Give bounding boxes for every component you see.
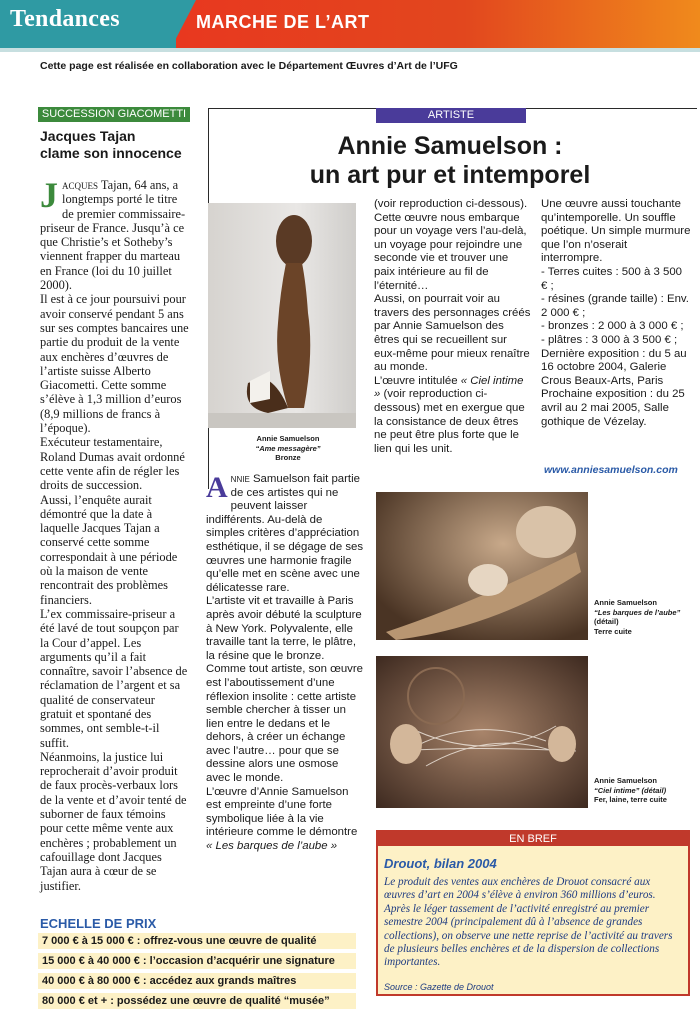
price-line: - bronzes : 2 000 à 3 000 € ; [541,320,684,333]
exhibition-next: Prochaine exposition : du 25 avril au 2 mai 2005, Salle gothique de Vézelay. [541,388,685,428]
caption-photo3: Annie Samuelson “Ciel intime” (détail) Fer, laine, terre cuite [594,776,667,804]
collaboration-note: Cette page est réalisée en collaboration avec le Département Œuvres d’Art de l’UFG [40,60,458,72]
price-row: 80 000 € et + : possédez une œuvre de qualité “musée” [38,993,356,1009]
left-article-tag: SUCCESSION GIACOMETTI [38,107,190,122]
en-bref-tag: EN BREF [378,832,688,846]
artist-paragraph: (voir reproduction ci-dessous). Cette œuvre nous embarque pour un voyage vers l’au-delà, un voyage pour rejoindre une seconde vie et trouver une paix intérieure au fil de l’éternité… [374,198,528,292]
price-line: - Terres cuites : 500 à 3 500 € ; [541,265,682,292]
price-row: 40 000 € à 80 000 € : accédez aux grands maîtres [38,973,356,989]
artist-article-tag: ARTISTE [376,108,526,123]
left-paragraph: Exécuteur testamentaire, Roland Dumas avait ordonné cette vente afin de régler les droits de succession. [40,435,185,493]
drop-cap: A [206,471,228,504]
artist-paragraph: L’œuvre d’Annie Samuelson est empreinte d’une forte symbolique liée à la vie intérieure comme le démontre « Les barques de l’aube » [206,785,358,853]
left-article-body [40,175,190,893]
price-line: - plâtres : 3 000 à 3 500 € ; [541,333,678,346]
artist-paragraph: Une œuvre aussi touchante qu’intemporelle. Un souffle poétique. Un simple murmure que l’on n’oserait interrompre. [541,198,691,265]
left-paragraph: Jacques Tajan, 64 ans, a longtemps porté le titre de premier commissaire-priseur de France. Jusqu’à ce que Christie’s et Sotheby’s viennent frapper du marteau en France (loi du 10 juillet 2000). [40,175,186,293]
left-paragraph: Néanmoins, la justice lui reprocherait d’avoir produit de faux procès-verbaux lors de la vente et d’avoir tenté de suborner de faux témoins pour cette même vente aux enchères ; probablement un cafouillage dont Jacques Tajan aura à cœur de se justifier. [40,749,187,893]
left-paragraph: Il est à ce jour poursuivi pour avoir conservé pendant 5 ans sur ses comptes bancaires une partie du produit de la vente aux enchères d’œuvres de l’artiste suisse Alberto Giacometti. Cette somme s’élève à 1,3 million d’euros (8,9 millions de francs à l’époque). [40,292,189,436]
artist-column-1 [206,473,364,854]
left-paragraph: Aussi, l’enquête aurait démontré que la date à laquelle Jacques Tajan a conservé cette somme correspondait à une période où la maison de vente rencontrait des problèmes financiers. [40,492,178,607]
price-scale-title: ECHELLE DE PRIX [40,916,157,931]
header-underline [0,48,700,52]
artist-paragraph: Aussi, on pourrait voir au travers des personnages créés par Annie Samuelson des êtres qui se recueillent sur eux-même pour mieux renaître au monde. [374,293,531,374]
price-row: 15 000 € à 40 000 € : l’occasion d’acquérir une signature [38,953,356,969]
artist-paragraph: L’artiste vit et travaille à Paris après avoir débuté la sculpture à New York. Polyvalente, elle travaille tant la terre, le plâtre, la résine que le bronze. [206,595,362,662]
sculpture-photo-ciel-intime [376,656,588,808]
artist-paragraph: L’œuvre intitulée « Ciel intime » (voir reproduction ci-dessous) met en exergue que la consistance de deux êtres ne peut être plus forte que le lien qui les unit. [374,374,525,455]
artist-article-title: Annie Samuelson : un art pur et intemporel [309,132,591,189]
artist-paragraph: Comme tout artiste, son œuvre est l’aboutissement d’une réflexion insolite : cette artiste semble chercher à tisser un lien entre le dedans et le dehors, à créer un échange avec l’autre… pour que se dessine alors une osmose avec le monde. [206,663,363,785]
header-notch [170,0,196,50]
magazine-section-title: Tendances [10,6,120,32]
left-title-line1: Jacques Tajan [40,128,136,144]
price-row: 7 000 € à 15 000 € : offrez-vous une œuvre de qualité [38,933,356,949]
sculpture-photo-barques [376,492,588,640]
en-bref-title: Drouot, bilan 2004 [384,856,497,871]
artist-website-link[interactable]: www.anniesamuelson.com [544,464,678,476]
exhibition-past: Dernière exposition : du 5 au 16 octobre 2004, Galerie Crous Beaux-Arts, Paris [541,347,687,387]
left-paragraph: L’ex commissaire-priseur a été lavé de tout soupçon par la Cour d’appel. Les arguments qu’il a fait connaître, savoir l’absence de réclamation de l’argent et sa qualité de conservateur gratuit et spontané des sommes, ont semble-t-il suffit. [40,606,188,750]
left-title-line2: clame son innocence [40,145,182,161]
drop-cap: J [40,175,58,215]
caption-photo2: Annie Samuelson “Les barques de l’aube” (détail) Terre cuite [594,598,681,636]
caption-photo1: Annie Samuelson “Ame messagère” Bronze [255,434,321,462]
artist-column-2 [374,198,532,456]
page-title: MARCHE DE L’ART [196,12,370,32]
left-article-title [40,128,200,162]
en-bref-text: Le produit des ventes aux enchères de Drouot consacré aux œuvres d’art en 2004 s’élève à environ 360 millions d’euros. Après le léger tassement de l’activité enregistré au premier semestre 2004 (principalement dû à l’absence de grandes collections), on observe une nette reprise de l’activité au travers de plusieurs belles enchères et de la dispersion de collections importantes. [384,876,673,969]
price-line: - résines (grande taille) : Env. 2 000 € ; [541,293,689,319]
artist-paragraph: Annie Samuelson fait partie de ces artistes qui ne peuvent laisser indifférents. Au-delà de simples critères d’appréciation esthétique, il se dégage de ses œuvres une harmonie fragile qu’elle met en scène avec une délicatesse rare. [206,471,364,594]
artist-column-3 [541,198,691,429]
sculpture-photo-ame-messagere [208,203,356,428]
en-bref-source: Source : Gazette de Drouot [384,982,494,992]
